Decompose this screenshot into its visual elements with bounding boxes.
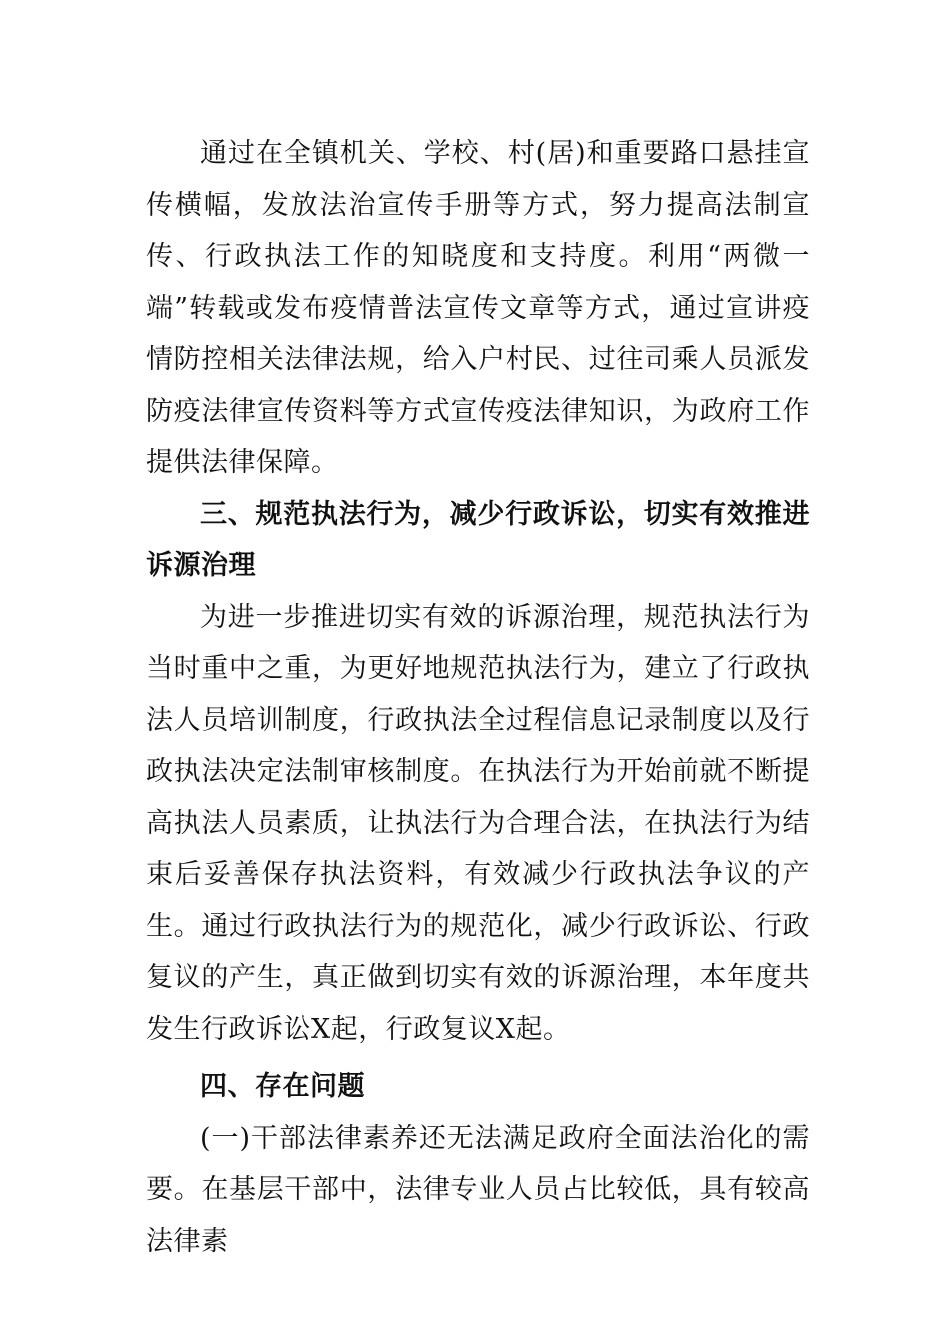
section-heading-four: 四、存在问题 <box>200 1071 365 1102</box>
document-body <box>146 128 810 1267</box>
paragraph-problems: (一)干部法律素养还无法满足政府全面法治化的需要。在基层干部中，法律专业人员占比较低，具有较高法律素 <box>146 1122 810 1257</box>
paragraph-law-enforcement: 为进一步推进切实有效的诉源治理，规范执法行为当时重中之重，为更好地规范执法行为，建立了行政执法人员培训制度，行政执法全过程信息记录制度以及行政执法决定法制审核制度。在执法行为开始前就不断提高执法人员素质，让执法行为合理合法，在执法行为结束后妥善保存执法资料，有效减少行政执法争议的产生。通过行政执法行为的规范化，减少行政诉讼、行政复议的产生，真正做到切实有效的诉源治理，本年度共发生行政诉讼X起，行政复议X起。 <box>146 601 810 1045</box>
paragraph-publicity: 通过在全镇机关、学校、村(居)和重要路口悬挂宣传横幅，发放法治宣传手册等方式，努力提高法制宣传、行政执法工作的知晓度和支持度。利用“两微一端”转载或发布疫情普法宣传文章等方式，通过宣讲疫情防控相关法律法规，给入户村民、过往司乘人员派发防疫法律宣传资料等方式宣传疫法律知识，为政府工作提供法律保障。 <box>146 138 810 478</box>
section-heading-three: 三、规范执法行为，减少行政诉讼，切实有效推进诉源治理 <box>146 498 810 581</box>
